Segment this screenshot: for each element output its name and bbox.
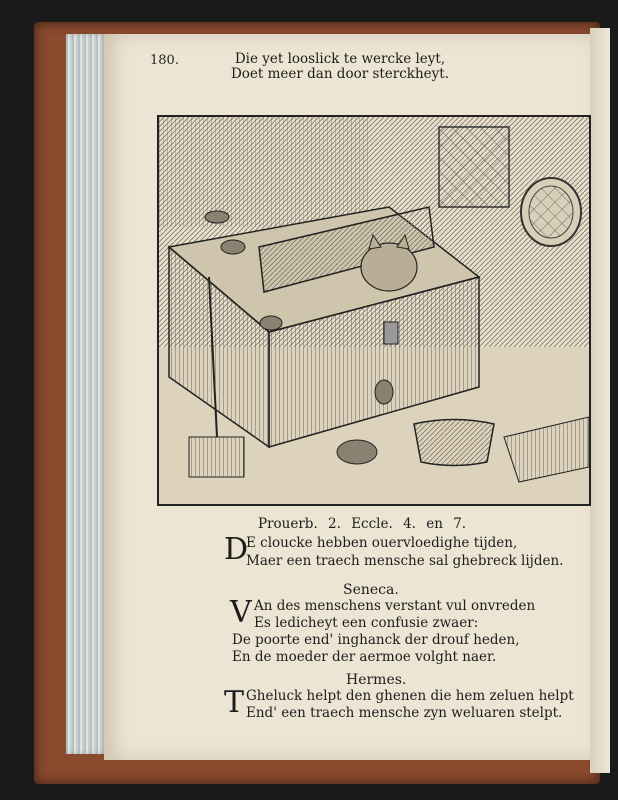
chest-lock: [384, 322, 398, 344]
dustpan: [189, 437, 244, 477]
lattice-window: [439, 127, 509, 207]
mouse-5: [337, 440, 377, 464]
page-number: 180.: [150, 53, 179, 68]
headline-line-2: Doet meer dan door sterckheyt.: [230, 66, 450, 82]
verse3-line-2: End' een traech mensche zyn weluaren stelpt.: [246, 705, 563, 721]
verse1-line-2: Maer een traech mensche sal ghebreck lijden.: [246, 553, 564, 569]
headline-line-1: Die yet looslick te wercke leyt,: [234, 51, 446, 67]
verse2-line-2: Es ledicheyt een confusie zwaer:: [254, 615, 479, 631]
mouse-1: [205, 211, 229, 223]
verse3-author: Hermes.: [346, 672, 407, 688]
mouse-4: [375, 380, 393, 404]
headline: [210, 52, 470, 82]
engraving-drawing: [159, 117, 589, 504]
scripture-references: Prouerb. 2. Eccle. 4. en 7.: [258, 516, 467, 532]
verse1-line-1: E cloucke hebben ouervloedighe tijden,: [246, 535, 518, 551]
facing-page-edge: [590, 28, 610, 773]
verse3-line-1: Gheluck helpt den ghenen die hem zeluen helpt: [246, 688, 574, 704]
verse2-author: Seneca.: [343, 582, 399, 598]
sieve-mesh: [529, 186, 573, 238]
mouse-2: [221, 240, 245, 254]
basket: [414, 420, 494, 466]
verse2-line-1: An des menschens verstant vul onvreden: [254, 598, 536, 614]
verse2-dropcap: V: [230, 595, 252, 630]
cat: [361, 243, 417, 291]
verse1-dropcap: D: [224, 532, 249, 567]
engraving-illustration: [157, 115, 591, 506]
left-wall: [159, 117, 369, 227]
verse2-line-4: En de moeder der aermoe volght naer.: [232, 649, 497, 665]
mouse-3: [260, 316, 282, 330]
verse3-dropcap: T: [224, 685, 245, 720]
verse2-line-3: De poorte end' inghanck der drouf heden,: [232, 632, 520, 648]
